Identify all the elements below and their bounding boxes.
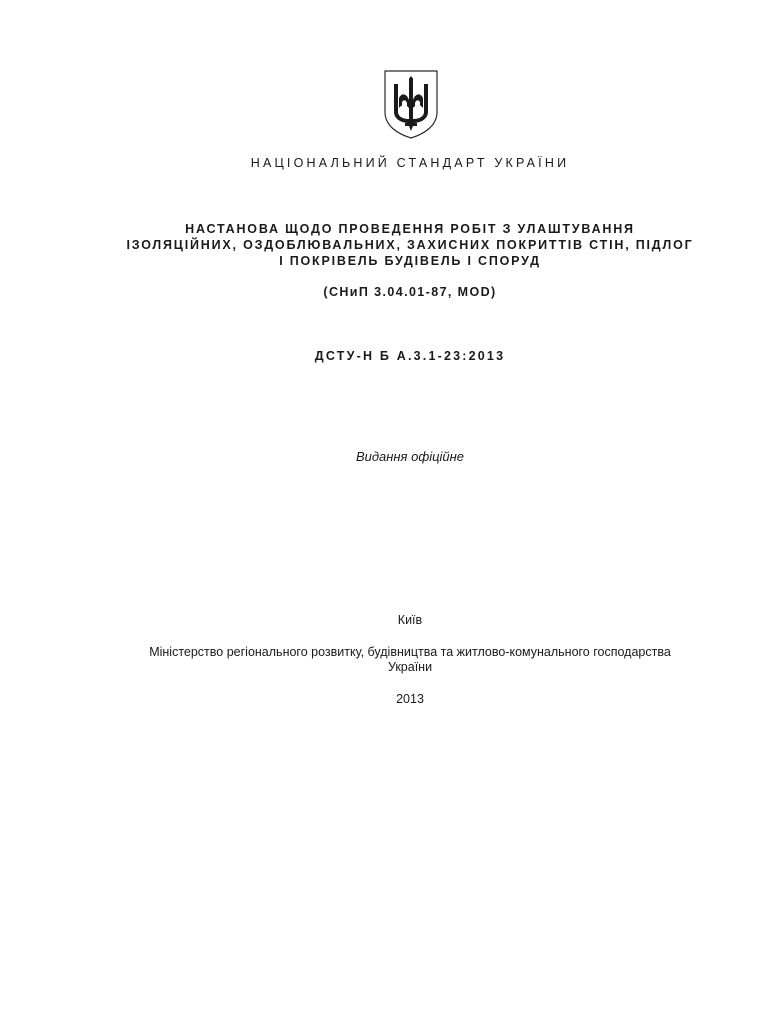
trident-emblem-icon [382,68,440,140]
title-line: ІЗОЛЯЦІЙНИХ, ОЗДОБЛЮВАЛЬНИХ, ЗАХИСНИХ ПОКРИТТІВ СТІН, ПІДЛОГ [126,238,694,252]
standard-label: НАЦІОНАЛЬНИЙ СТАНДАРТ УКРАЇНИ [250,156,570,170]
publication-city: Київ [397,613,423,627]
publication-year: 2013 [396,692,424,706]
publisher-line: України [387,660,433,674]
standard-code: ДСТУ-Н Б А.3.1-23:2013 [314,349,506,363]
edition-note: Видання офіційне [355,449,465,464]
document-title [0,221,768,269]
publisher [0,645,768,675]
title-line: І ПОКРІВЕЛЬ БУДІВЕЛЬ І СПОРУД [279,254,541,268]
snip-reference: (СНиП 3.04.01-87, MOD) [323,285,497,299]
title-line: НАСТАНОВА ЩОДО ПРОВЕДЕННЯ РОБІТ З УЛАШТУВАННЯ [185,222,635,236]
publisher-line: Міністерство регіонального розвитку, будівництва та житлово-комунального господарства [149,645,671,659]
